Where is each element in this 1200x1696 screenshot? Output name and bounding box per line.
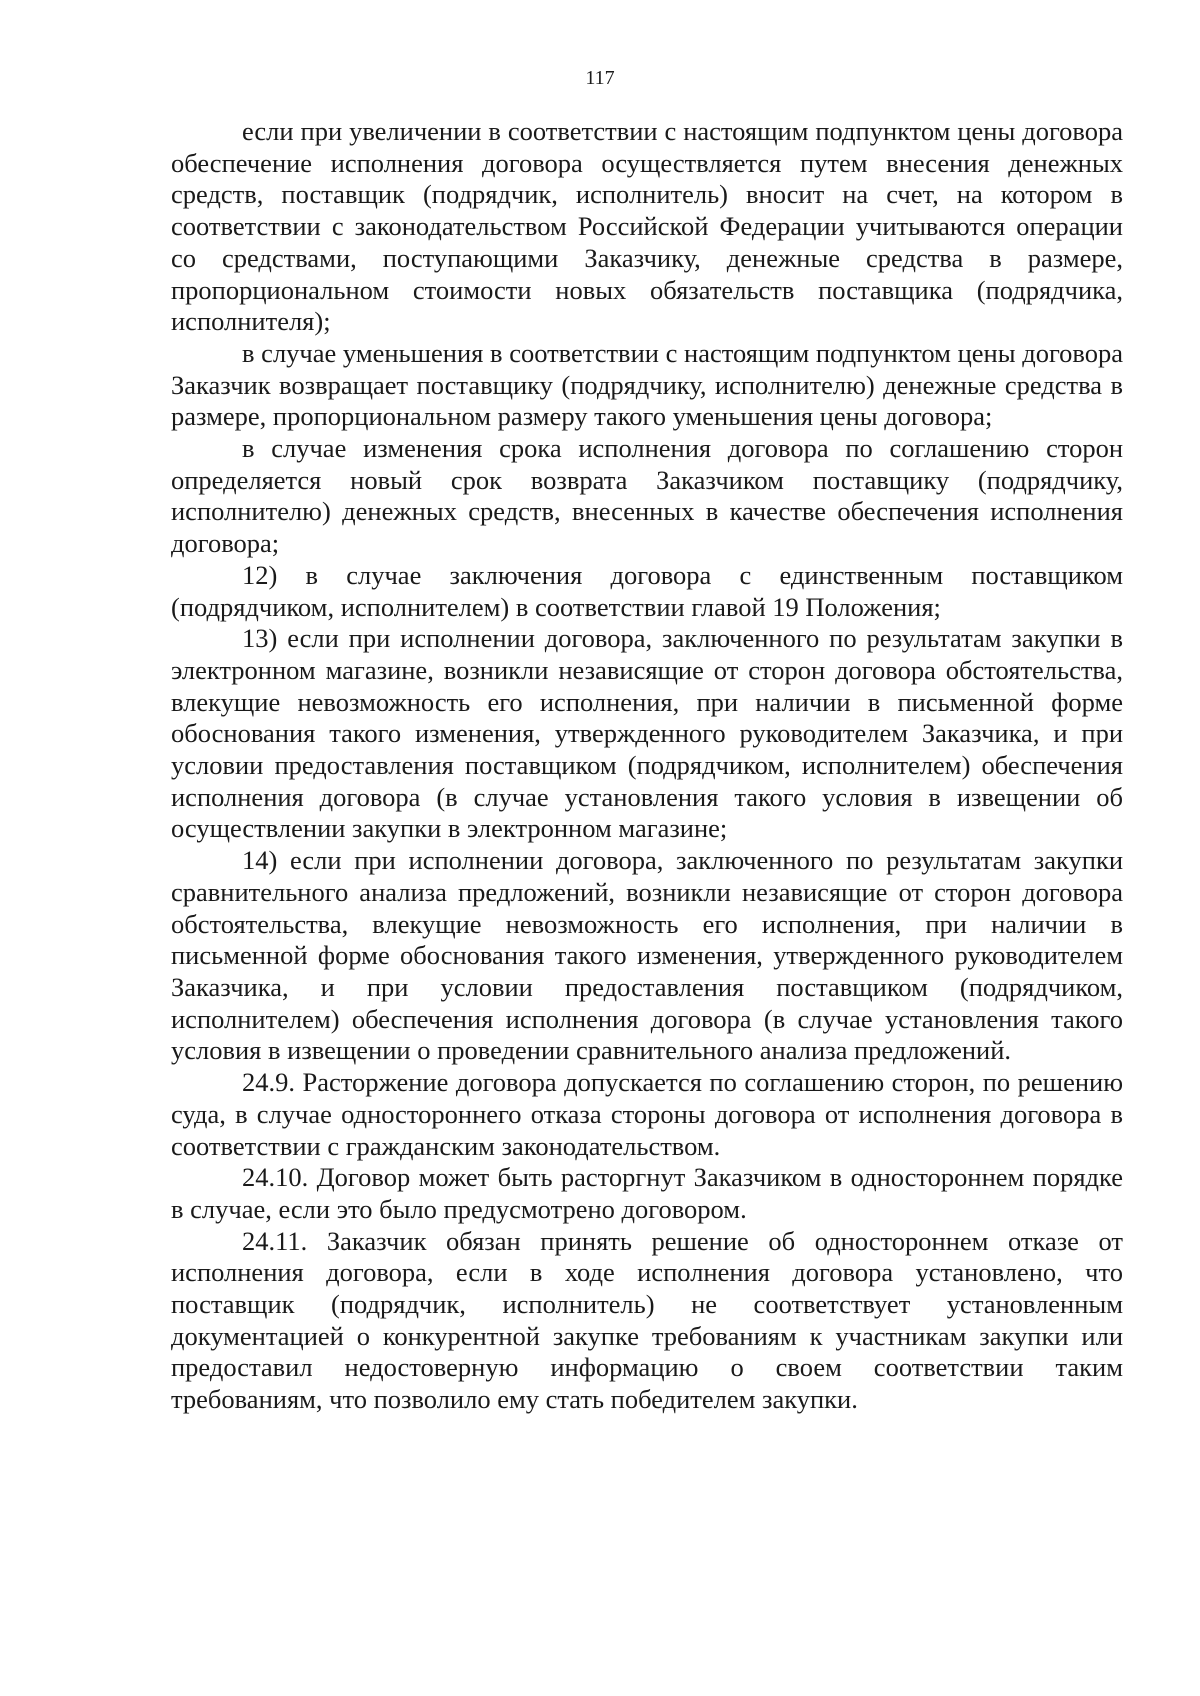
paragraph-section-24-11: 24.11. Заказчик обязан принять решение об одностороннем отказе от исполнения договора, если в ходе исполнения договора установлено, что поставщик (подрядчик, исполнитель) не соответствует установленным документацией о конкурентной закупке требованиям к участникам закупки или предоставил недостоверную информацию о своем соответствии таким требованиям, что позволило ему стать победителем закупки. [171,1225,1123,1415]
paragraph-item-13: 13) если при исполнении договора, заключенного по результатам закупки в электронном магазине, возникли независящие от сторон договора обстоятельства, влекущие невозможность его исполнения, при наличии в письменной форме обоснования такого изменения, утвержденного руководителем Заказчика, и при условии предоставления поставщиком (подрядчиком, исполнителем) обеспечения исполнения договора (в случае установления такого условия в извещении об осуществлении закупки в электронном магазине; [171,623,1123,844]
paragraph-deposit-increase: если при увеличении в соответствии с настоящим подпунктом цены договора обеспечение исполнения договора осуществляется путем внесения денежных средств, поставщик (подрядчик, исполнитель) вносит на счет, на котором в соответствии с законодательством Российской Федерации учитываются операции со средствами, поступающими Заказчику, денежные средства в размере, пропорциональном стоимости новых обязательств поставщика (подрядчика, исполнителя); [171,116,1123,337]
paragraph-item-14: 14) если при исполнении договора, заключенного по результатам закупки сравнительного анализа предложений, возникли независящие от сторон договора обстоятельства, влекущие невозможность его исполнения, при наличии в письменной форме обоснования такого изменения, утвержденного руководителем Заказчика, и при условии предоставления поставщиком (подрядчиком, исполнителем) обеспечения исполнения договора (в случае установления такого условия в извещении о проведении сравнительного анализа предложений. [171,845,1123,1066]
page-number: 117 [585,67,615,89]
paragraph-section-24-10: 24.10. Договор может быть расторгнут Заказчиком в одностороннем порядке в случае, если это было предусмотрено договором. [171,1162,1123,1224]
document-body [171,116,1123,1416]
paragraph-price-decrease: в случае уменьшения в соответствии с настоящим подпунктом цены договора Заказчик возвращает поставщику (подрядчику, исполнителю) денежные средства в размере, пропорциональном размеру такого уменьшения цены договора; [171,337,1123,432]
paragraph-section-24-9: 24.9. Расторжение договора допускается по соглашению сторон, по решению суда, в случае одностороннего отказа стороны договора от исполнения договора в соответствии с гражданским законодательством. [171,1067,1123,1161]
paragraph-term-change: в случае изменения срока исполнения договора по соглашению сторон определяется новый срок возврата Заказчиком поставщику (подрядчику, исполнителю) денежных средств, внесенных в качестве обеспечения исполнения договора; [171,433,1123,559]
paragraph-item-12: 12) в случае заключения договора с единственным поставщиком (подрядчиком, исполнителем) в соответствии главой 19 Положения; [171,559,1123,622]
